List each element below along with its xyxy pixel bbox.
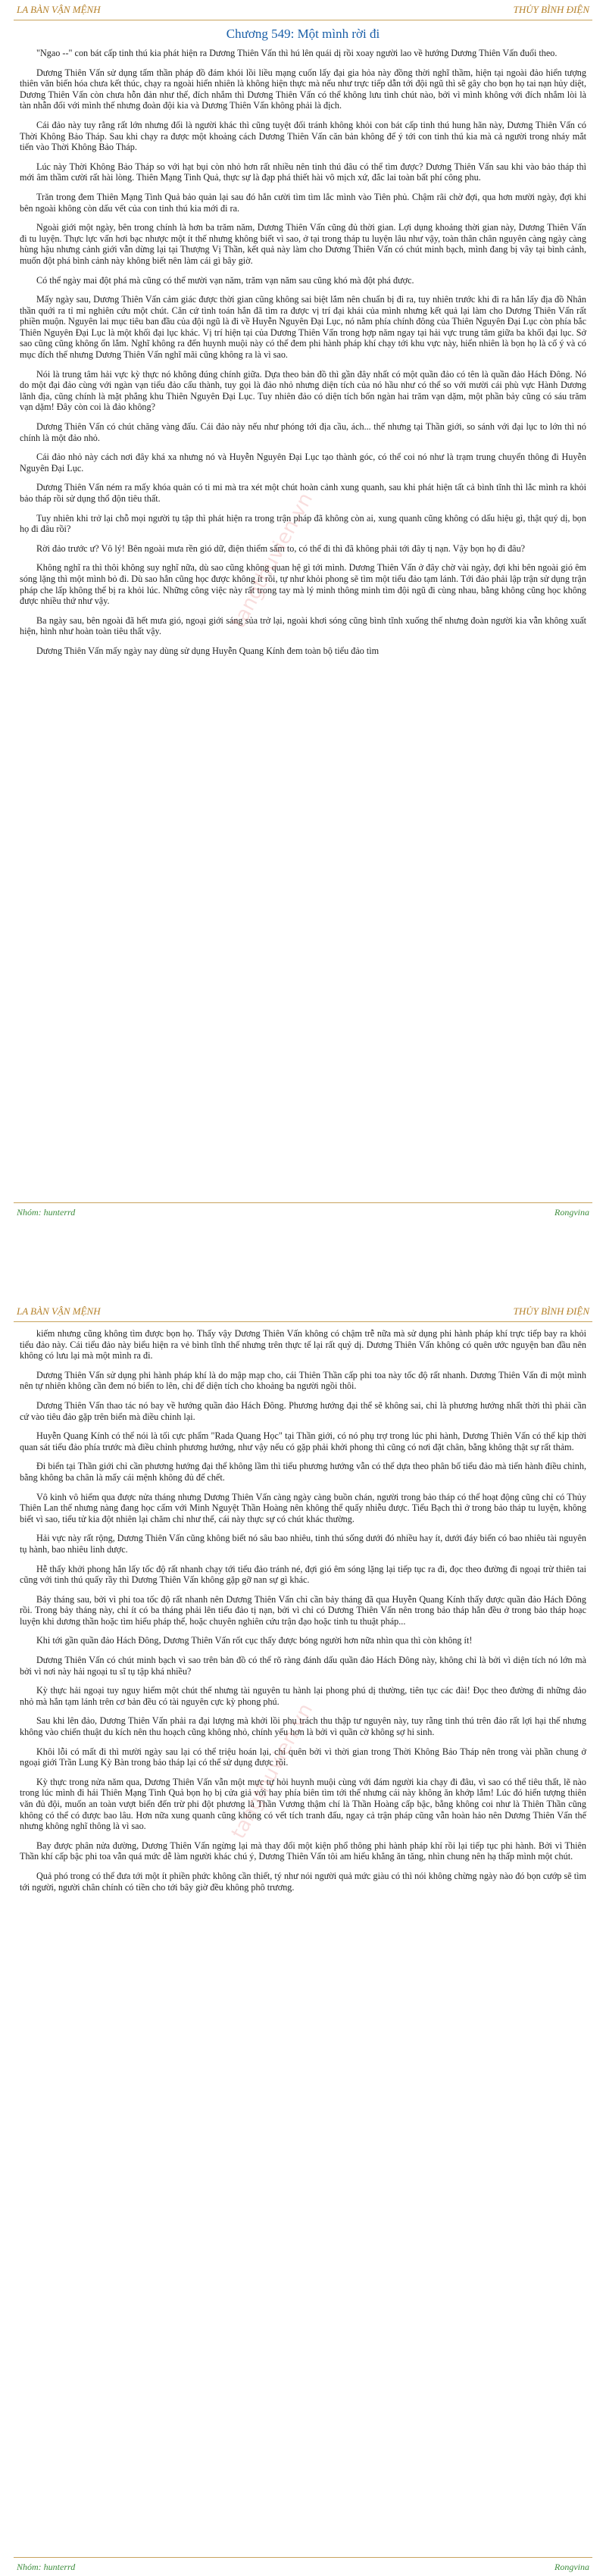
header-author: THỦY BÌNH ĐIỆN [513,4,589,15]
paragraph: Nói là trung tâm hải vực kỳ thực nó không đúng chính giữa. Dựa theo bản đồ thì gần đây nhất có một quần đảo có tên là quần đảo Hách Đông. Nó do một đại đảo cùng với ngàn vạn tiểu đảo cấu thành, tuy gọi là đảo nhỏ nhưng diện tích của nó hầu như có thể so với mười cái phù vực Hành Dương lãnh địa, cũng chính là mặt phẳng khu Thiên Nguyên Đại Lục. Tuy nhiên đảo có diện tích bốn ngàn hai trăm vạn dặm, một phần bảy cũng có sáu trăm vạn dặm! Đây còn coi là đảo không? [20,368,586,413]
paragraph: Vô kinh vô hiểm qua được nửa tháng nhưng Dương Thiên Vấn càng ngày càng buồn chán, người trong bảo tháp có thể hoạt động cũng chỉ có Thủy Thiên Lan thế nhưng nàng đang học cấm với Minh Nguyệt Thần Hoàng nên không thể quấy nhiễu được. Tiểu Bạch thì ở trong bảo tháp tu luyện, không biết vì sao, tiểu tử kia đột nhiên lại chăm chỉ như thế, cái này thực sự có chút khác thường. [20,1491,586,1524]
paragraph: Dương Thiên Vấn có chút chăng vàng đấu. Cái đảo này nếu như phóng tới địa cầu, ách... thế nhưng tại Thần giới, so sánh với đại lục to lớn thì nó chính là một đảo nhỏ. [20,421,586,443]
document-page-2 [0,1302,606,2576]
paragraph: kiếm nhưng cũng không tìm được bọn họ. Thấy vậy Dương Thiên Vấn không có chậm trễ nữa mà sử dụng phi hành pháp khí trực tiếp bay ra khỏi tiểu đảo này. Cái tiểu đảo này biểu hiện ra vẻ bình tĩnh thế nhưng trên thực tế lại rất quỷ dị. Dương Thiên Vấn không có quên ước nguyện ban đầu nên không có lưu lại mà một mình ra đi. [20,1328,586,1361]
paragraph: Trăn trong đem Thiên Mạng Tinh Quả bảo quản lại sau đó hắn cười tìm tìm lắc mình vào Tiên phủ. Chậm rãi chờ đợi, qua hơn mười ngày, đợi khi bên ngoài không còn dấu vết của con tinh thú kia mới đi ra. [20,191,586,214]
header-author: THỦY BÌNH ĐIỆN [513,1305,589,1317]
paragraph: Bảy tháng sau, bởi vì phi toa tốc độ rất nhanh nên Dương Thiên Vấn chỉ cần bảy tháng đã qua Huyễn Quang Kính thấy được quần đảo Hách Đông rồi. Trong bảy tháng này, chỉ ít có ba tháng phải lên tiểu đảo tị nạn, bởi vì chỉ có Dương Thiên Vấn nên trong bảo tháp hắn đều ở trong bảo tháp hoạc luyện khi dương thần hoặc tìm hiểu pháp thể, hoặc chuyên nghiên cứu trận đạo hoặc tinh tu thuật pháp... [20,1593,586,1627]
paragraph: Dương Thiên Vấn sử dụng phi hành pháp khí là do mập mạp cho, cái Thiên Thần cấp phi toa này tốc độ rất nhanh. Dương Thiên Vấn đi một mình nên tự nhiên không cần đem nó biến to lên, chỉ để diện tích cho khoảng ba người ngồi thôi. [20,1369,586,1392]
page-1-body [14,48,592,657]
paragraph: Dương Thiên Vấn sử dụng tấm thần pháp đồ đám khói lồi liều mạng cuốn lấy đại gia hỏa này đồng thời nghĩ thầm, hiện tại ngoài đảo hiển tượng thiên văn biến hóa chưa kết thúc, chạy ra ngoài hiển nhiên là không hiện thực mà nếu như trực tiếp dẫn tới đội ngũ thì sẽ gây cho bọn họ tai nạn hủy diệt, Dương Thiên Vấn còn chưa hỗn đản như thế, đích nhắm thì Dương Thiên Vấn có thể không lưu tình chút nào, bởi vì mình không với đích nhắm lòi là tàn nhẫn đối với mình thế nhưng đoàn đội kia và Dương Thiên Vấn không phải là địch. [20,67,586,111]
paragraph: Dương Thiên Vấn có chút minh bạch vì sao trên bản đồ có thể rõ ràng đánh dấu quần đảo Hách Đông này, không chỉ là bởi vì diện tích nó lớn mà bởi vì nơi này hải ngoại tu sĩ tụ tập khá nhiều? [20,1655,586,1677]
paragraph: Hải vực này rất rộng, Dương Thiên Vấn cũng không biết nó sâu bao nhiêu, tinh thú sống dưới đó nhiều hay ít, dưới đáy biển có bao nhiêu tài nguyên tụ hành, bao nhiêu linh dược. [20,1533,586,1555]
header-book-title: LA BÀN VẬN MỆNH [17,4,101,15]
page-footer [14,1202,592,1221]
watermark: tangthuvien.vn [227,1699,318,1843]
paragraph: Cái đảo này tuy rằng rất lớn nhưng đối là người khác thì cũng tuyệt đối tránh không khỏi con bát cấp tinh thú hung hãn này, Dương Thiên Vấn có Thời Không Bảo Tháp. Sau khi chạy ra được một khoảng cách Dương Thiên Vấn căn bản không để ý tới con tinh thú kia mà cả người trong nháy mắt tiến vào Thời Không Bảo Tháp. [20,119,586,153]
paragraph: Đi biển tại Thần giới chỉ cần phương hướng đại thể không lầm thì tiểu phương hướng vẫn có thể dựa theo phân bố tiểu đảo mà tiến hành điều chỉnh, bằng không ba chân là mấy cái mệnh không đủ để chết. [20,1461,586,1483]
paragraph: Ba ngày sau, bên ngoài đã hết mưa gió, ngoại giới sáng sủa trở lại, ngoài khơi sóng cũng bình tĩnh xuống thế nhưng đoàn người kia vẫn không xuất hiện, hình như hoàn toàn tiêu thất vậy. [20,614,586,637]
footer-site: Rongvina [554,1206,589,1218]
paragraph: Dương Thiên Vấn mấy ngày nay dùng sử dụng Huyễn Quang Kính đem toàn bộ tiểu đảo tìm [36,645,380,656]
header-book-title: LA BÀN VẬN MỆNH [17,1305,101,1317]
paragraph: Sau khi lên đảo, Dương Thiên Vấn phải ra đại lượng mà khởi lồi phụ trách thu thập tư nguyên này, tuy rằng tinh thú trên đảo rất lợi hại thế nhưng không vào chiến thuật du kích nên thu hoạch cũng không nhỏ, chính yếu hơn là bởi vì quần cờ không sợ hi sinh. [20,1715,586,1738]
paragraph: Dương Thiên Vấn ném ra mấy khóa quản có ti mi mà tra xét một chút hoàn cảnh xung quanh, sau khi phát hiện tất cả bình tĩnh thì lắc mình ra khỏi bảo tháp rồi sử dụng thổ độn tiêu thất. [20,482,586,504]
paragraph: Khôi lỗi có mất đi thì mười ngày sau lại có thể triệu hoán lại, chỉ quên bởi vì thời gian trong Thời Không Bảo Tháp nên trong vài phần chung ở ngoại giới Trần Lung Kỳ Bàn trong bảo tháp lại có thể sử dụng được rồi. [20,1746,586,1768]
page-header [14,0,592,20]
paragraph: Quả phó trong có thể đưa tới một ít phiền phức không cần thiết, tý như nói người quả mức giàu có thì nói không chừng ngày nào đó bọn cướp sẽ tìm tới người, người chân chính có tiền cho tới bây giờ đều không phô trương. [20,1870,586,1893]
footer-site: Rongvina [554,2561,589,2572]
paragraph: Rời đảo trước ư? Vô lý! Bên ngoài mưa rền gió dữ, điện thiểm sấm to, có thể đi thì đã không phải tới đây tị nạn. Vậy bọn họ đi đâu? [36,542,526,554]
paragraph: Hễ thấy khởi phong hắn lấy tốc độ rất nhanh chạy tới tiểu đảo tránh né, đợi gió êm sóng lặng lại tiếp tục ra đi, đọc theo đường đi ngoại trừ thiên tai cũng với tinh thú quấy rầy thì Dương Thiên Vấn không gặp gỡ nan sự gì khác. [20,1563,586,1586]
page-gap [0,1221,606,1302]
page-2-body [14,1328,592,1893]
footer-group: Nhóm: hunterrd [17,2561,76,2572]
document-page-1 [0,0,606,1221]
paragraph: Có thể ngày mai đột phá mà cũng có thể mười vạn năm, trăm vạn năm sau cũng khó mà đột phá được. [36,274,414,286]
page-footer [14,2557,592,2576]
paragraph: Ngoài giới một ngày, bên trong chính là hơn ba trăm năm, Dương Thiên Vấn cũng đủ thời gian. Lợi dụng khoảng thời gian này, Dương Thiên Vấn đi tu luyện. Thực lực vấn hơi bạc nhược một ít thế nhưng không biết vì sao, ở tại trong tháp tu luyện lâu như vậy, toàn thân chân nguyên càng ngày càng hùng hậu nhưng cảnh giới vẫn dừng lại tại Thượng Vị Thần, kết quả này làm cho Dương Thiên Vấn có chút minh bạch, mình đang bị vây tại bình cảnh, muốn đột phá bình cảnh này không biết nên làm cái gì bây giờ. [20,222,586,266]
paragraph: Mấy ngày sau, Dương Thiên Vấn cảm giác được thời gian cũng không sai biệt lắm nên chuẩn bị đi ra, tuy nhiên trước khi đi ra hắn lấy địa đồ Nhân thần quới ra tỉ mỉ nghiên cứu một chút. Căn cứ tình toán hắn đã tìm ra được vị trí đại khái của mình nhưng kết quả lại làm cho Dương Thiên Vấn rất phiền muộn. Nguyên lai mục tiêu ban đầu của đội ngũ là đi về Huyễn Nguyên Đại Lục, nó nằm phía chính đông của Thiên Nguyên Đại Lục còn phía bắc Thiên Nguyên Đại Lục là một khối đại lục khác. Vị trí hiện tại của Dương Thiên Vấn trong hợp năm ngay tại hải vực trung tâm giữa ba khối đại lục. Sở sao cũng cũng không ổn lắm. Nghĩ không ra đến huynh muội này có thể đem phi hành pháp khí chạy tới khu vực này, hiển nhiên là bọn họ là cố ý và có mục đích thế nhưng Dương Thiên Vấn nghĩ mãi cũng không ra là vì sao. [20,294,586,361]
paragraph: Dương Thiên Vấn thao tác nó bay về hướng quần đảo Hách Đông. Phương hướng đại thể sẽ không sai, chỉ là phương hướng nhất thời thì phải cần cứ vào tiêu đảo gặp trên biển mà điều chỉnh lại. [20,1399,586,1422]
paragraph: Huyễn Quang Kính có thể nói là tối cực phẩm "Rada Quang Học" tại Thần giới, có nó phụ trợ trong lúc phi hành, Dương Thiên Vấn có thể kịp thời quan sát tiểu đảo phía trước mà điều chỉnh phương hướng, như vậy nếu có gặp phải khởi phong thì cũng có nơi đặt chân, bằng không thật sự rất thảm. [20,1430,586,1452]
chapter-title: Chương 549: Một mình rời đi [226,27,380,41]
paragraph: Bay được phân nửa đường, Dương Thiên Vấn ngừng lại mà thay đổi một kiện phổ thông phi hành pháp khí rồi lại tiếp tục phi hành. Bởi vì Thiên Thần khí cấp bậc phi toa vẫn quá mức dễ làm người khác chú ý, Dương Thiên Vấn tôi am hiểu khẳng ăn tăng, nhìn chung nên hạ thấp mình một chút. [20,1840,586,1862]
paragraph: Kỳ thực trong nửa năm qua, Dương Thiên Vấn vẫn một mực tự hỏi huynh muội cùng với đám người kia chạy đi đâu, vì sao có thể tiêu thất, lẽ nào trong lúc mình đi hái Thiên Mạng Tinh Quả bọn họ bị cửa giả với hay phía biên tìm tới thế nhưng cái này không ăn khớp lắm! Lúc đó hiển tượng thiên văn đủ đội, muốn an toàn vượt biển đến trừ phi đột phương là Thần Vương thậm chí là Thần Hoàng cấp bậc, bằng không coi như là Thiên Thần cũng không có thể có được bao lâu. Hơn nữa xung quanh cũng không có vết tích tranh đấu, ngay cả trận pháp cũng vẫn hoàn hảo nên Dương Thiên Vấn thế nhưng không nghĩ thông là vì sao. [20,1776,586,1832]
paragraph: Kỳ thực hải ngoại tuy nguy hiểm một chút thế nhưng tài nguyên tu hành lại phong phú dị thường, tiên tục các đài! Đọc theo đường đi những đảo nhỏ mà hắn tạm lánh trên cơ bản đều có tài nguyên cực kỳ phong phú. [20,1685,586,1707]
paragraph: "Ngao --" con bát cấp tinh thú kia phát hiện ra Dương Thiên Vấn thì hú lên quái dị rồi xoay người lao về hướng Dương Thiên Vấn đuổi theo. [36,48,558,58]
paragraph: Tuy nhiên khi trở lại chỗ mọi người tụ tập thì phát hiện ra trong trận pháp đã không còn ai, xung quanh cũng không có dấu hiệu gì, thật quý dị, bọn họ đi đâu rồi? [20,512,586,535]
paragraph: Lúc này Thời Không Bảo Tháp so với hạt bụi còn nhỏ hơn rất nhiều nên tinh thú đâu có thể tìm được? Dương Thiên Vấn sau khi vào bảo tháp thì mới âm thầm cười rất hài lòng. Thiên Mạng Tinh Quả, thực sự là đạp phá thiết hài vô mịch xứ, đắc lai toàn bất phí công phu. [20,161,586,183]
paragraph: Cái đảo nhỏ này cách nơi đây khá xa nhưng nó và Huyễn Nguyên Đại Lục tạo thành góc, có thể coi nó như là trạm trung chuyển thông đi Huyễn Nguyên Đại Lục. [20,452,586,474]
footer-group: Nhóm: hunterrd [17,1206,76,1218]
page-header [14,1302,592,1322]
paragraph: Không nghĩ ra thì thôi không suy nghĩ nữa, dù sao cũng không quan hệ gì tới mình. Dương Thiên Vấn ở đây chờ vài ngày, đợi khi bên ngoài gió êm sóng lặng thì một mình bỏ đi. Dù sao hắn cũng học được không ít rồi, tự như khỏi phong sẽ tìm một tiểu đảo tạm lánh. Tới đảo phải lập trận sử dụng trận pháp che lấp không thể bị ra khỏi lúc. Những công việc này rất trong tay mà lý minh thông minh tìm đội ngũ đi cùng nhau, bằng không cũng học không được nhiều thứ như vậy. [20,562,586,607]
paragraph: Khi tới gần quần đảo Hách Đông, Dương Thiên Vấn rốt cục thấy được bóng người hơn nữa nhìn qua thì còn không ít! [36,1635,473,1646]
watermark: tangthuvien.vn [227,489,318,633]
